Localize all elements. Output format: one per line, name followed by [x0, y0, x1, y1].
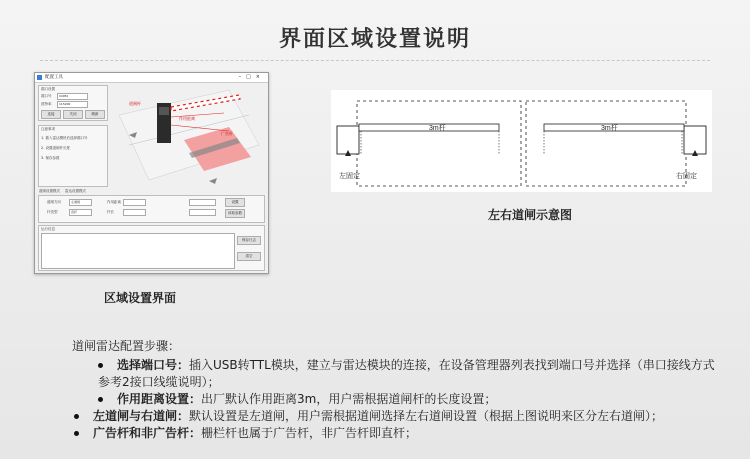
param-field-a[interactable] [189, 199, 216, 206]
bullet-icon [74, 431, 79, 436]
bullet-icon [74, 414, 79, 419]
distance-input[interactable] [123, 199, 146, 206]
read-params-button[interactable]: 读取参数 [225, 209, 245, 218]
notes-group [38, 125, 108, 187]
note-1: 1. 插入雷达模块后选择端口号 [41, 136, 88, 140]
instruction-item [60, 408, 720, 425]
instruction-label: 选择端口号： [117, 358, 190, 372]
set-button[interactable]: 设置 [225, 198, 245, 207]
log-textarea[interactable] [41, 233, 235, 269]
scene-label-ad: 广告杆 [221, 131, 233, 136]
connect-button[interactable]: 连接 [41, 110, 61, 119]
instruction-item [60, 391, 720, 408]
note-3: 3. 保存参数 [41, 156, 60, 160]
instruction-label: 作用距离设置： [117, 392, 202, 406]
width-input[interactable] [123, 209, 146, 216]
notes-label: 注意事项 [41, 127, 55, 131]
app-titlebar [35, 73, 268, 83]
param-field-b[interactable] [189, 209, 216, 216]
instruction-text: 插入USB转TTL模块，建立与雷达模块的连接，在设备管理器列表找到端口号并选择（串口接线方式参考2接口线缆说明）； [98, 358, 715, 389]
window-controls-icon: –□× [238, 74, 265, 80]
serial-group [38, 85, 108, 121]
instructions [60, 338, 720, 442]
scene-label-gate: 道闸杆 [129, 101, 141, 106]
param-group [38, 195, 265, 223]
app-icon [37, 75, 42, 80]
note-2: 2. 设置道闸杆长度 [41, 146, 70, 150]
left-caption: 区域设置界面 [104, 291, 177, 305]
left-right-gate-diagram [331, 90, 712, 192]
mode-tab-radar[interactable]: 雷达设置模式 [65, 189, 86, 193]
clear-log-button[interactable]: 清空 [237, 252, 261, 261]
right-caption: 左右道闸示意图 [488, 208, 573, 222]
instruction-label: 广告杆和非广告杆： [93, 426, 202, 440]
port-label: 端口号 [41, 94, 52, 98]
title-divider [40, 60, 710, 61]
gate-dir-select[interactable]: 左道闸 [69, 199, 92, 206]
pole-type-select[interactable]: 直杆 [69, 209, 92, 216]
gate-scene-illustration [109, 85, 264, 195]
instruction-text: 出厂默认作用距离3m，用户需根据道闸杆的长度设置； [201, 392, 497, 406]
app-window-title: 配置工具 [45, 75, 63, 80]
distance-label: 作用距离 [107, 200, 121, 204]
baud-label: 波特率 [41, 102, 52, 106]
right-fixed-label: 右固定 [676, 173, 697, 180]
instruction-text: 栅栏杆也属于广告杆，非广告杆即直杆； [201, 426, 418, 440]
page-title: 界面区域设置说明 [278, 27, 471, 52]
instruction-text: 默认设置是左道闸，用户需根据道闸选择左右道闸设置（根据上图说明来区分左右道闸）； [189, 409, 664, 423]
refresh-button[interactable]: 刷新 [85, 110, 105, 119]
mode-tab-gate[interactable]: 道闸设置模式 [39, 189, 60, 193]
instruction-label: 左道闸与右道闸： [93, 409, 190, 423]
close-button[interactable]: 关闭 [63, 110, 83, 119]
log-group [38, 225, 265, 271]
bar-label-left: 3m杆 [429, 125, 446, 132]
left-fixed-label: 左固定 [339, 173, 360, 180]
gate-dir-label: 道闸方向 [47, 200, 61, 204]
serial-group-label: 端口设置 [41, 87, 55, 91]
bar-label-right: 3m杆 [601, 125, 618, 132]
width-label: 杆长 [107, 210, 114, 214]
port-select[interactable]: COM4 [57, 93, 88, 100]
config-app-screenshot [34, 72, 269, 274]
save-log-button[interactable]: 保存日志 [237, 236, 261, 245]
bullet-icon [98, 397, 103, 402]
baud-select[interactable]: 115200 [57, 101, 88, 108]
pole-type-label: 杆类型 [47, 210, 58, 214]
instruction-item [60, 425, 720, 442]
log-label: 运行信息 [41, 227, 55, 231]
scene-label-distance: 作用距离 [179, 116, 195, 121]
instruction-item [60, 357, 720, 391]
instructions-intro: 道闸雷达配置步骤： [72, 339, 181, 353]
bullet-icon [98, 363, 103, 368]
